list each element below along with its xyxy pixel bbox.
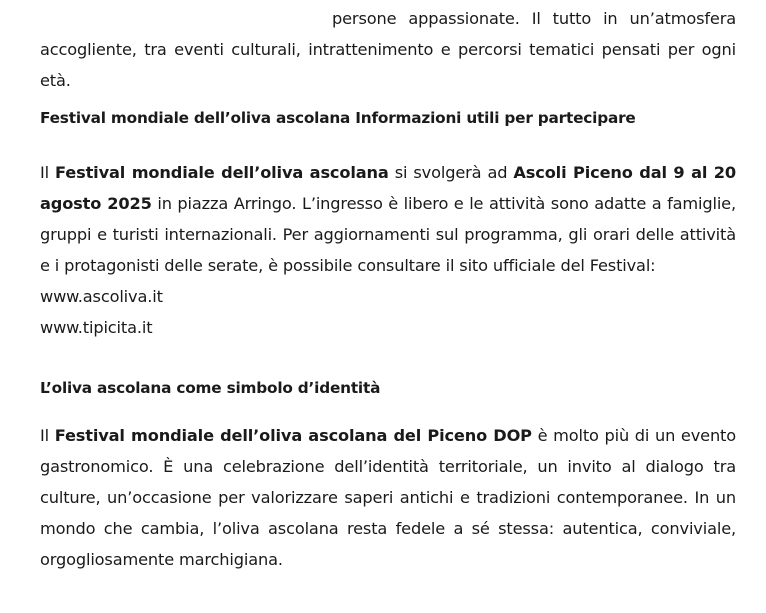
info-paragraph [40, 157, 736, 343]
festival-name-bold: Festival mondiale dell’oliva ascolana [55, 163, 389, 182]
identity-text-start: Il [40, 426, 55, 445]
info-text-start: Il [40, 163, 56, 182]
identity-text-rest: è molto più di un evento gastronomico. È una celebrazione dell’identità territoriale, un invito al dialogo tra culture, un’occasione per valorizzare saperi antichi e tradizioni contemporanee. In un mondo che cambia, l’oliva ascolana resta fedele a sé stessa: autentica, conviviale, orgogliosamente marchigiana. [40, 426, 737, 569]
info-text-rest: in piazza Arringo. L’ingresso è libero e le attività sono adatte a famiglie, gruppi e turisti internazionali. Per aggiornamenti sul programma, gli orari delle attività e i protagonisti delle serate, è possibile consultare il sito ufficiale del Festival: [40, 194, 736, 275]
link-tipicita[interactable]: www.tipicita.it [40, 318, 153, 337]
section-heading-info: Festival mondiale dell’oliva ascolana Informazioni utili per partecipare [40, 109, 636, 127]
intro-line-2: accogliente, tra eventi culturali, intrattenimento e percorsi tematici pensati per ogni età. [40, 40, 736, 90]
festival-dop-bold: Festival mondiale dell’oliva ascolana del Piceno DOP [54, 426, 532, 445]
info-text [40, 157, 736, 281]
date-location-bold: Ascoli Piceno dal 9 al 20 agosto 2025 [40, 163, 737, 213]
intro-paragraph [40, 3, 736, 96]
intro-line-1: persone appassionate. Il tutto in un’atmosfera [332, 9, 736, 28]
section-heading-identity: L’oliva ascolana come simbolo d’identità [40, 379, 381, 397]
info-text-mid: si svolgerà ad [388, 163, 514, 182]
link-ascoliva[interactable]: www.ascoliva.it [40, 287, 163, 306]
identity-paragraph [40, 420, 736, 575]
identity-text [40, 420, 736, 575]
